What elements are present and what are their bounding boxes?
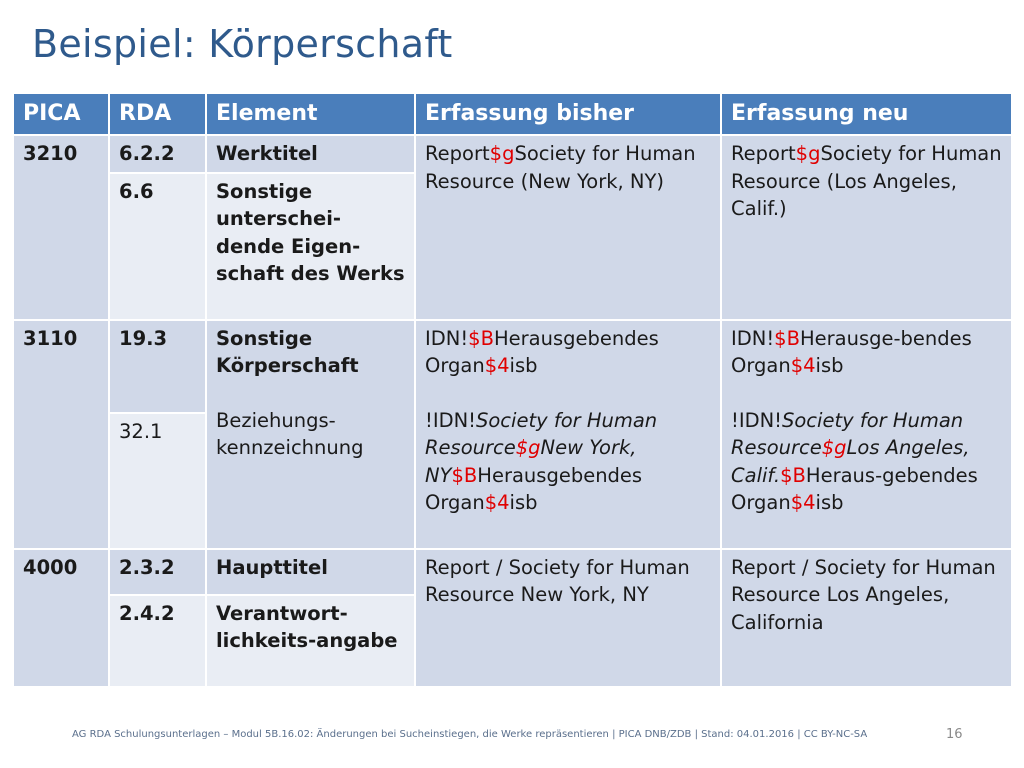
header-element: Element [206, 93, 415, 135]
rda-cell: 19.3 [109, 320, 206, 413]
element-subtext: Beziehungs-kennzeichnung [216, 408, 364, 459]
field-line: !IDN!Society for Human Resource$gLos Angeles, Calif.$BHeraus-gebendes Organ$4isb [731, 408, 978, 514]
table-row [13, 135, 1012, 173]
erfassung-bisher-cell: Report / Society for Human Resource New York, NY [415, 549, 721, 687]
element-text: Sonstige Körperschaft [216, 326, 359, 377]
field-line: !IDN!Society for Human Resource$gNew York, NY$BHerausgebendes Organ$4isb [425, 408, 658, 514]
rda-cell: 6.2.2 [109, 135, 206, 173]
pica-cell: 3210 [13, 135, 109, 320]
element-cell: Haupttitel [206, 549, 415, 595]
page-number: 16 [946, 727, 963, 742]
field-line: IDN!$BHerausge-bendes Organ$4isb [731, 326, 972, 377]
erfassung-bisher-cell: Report$gSociety for Human Resource (New York, NY) [415, 135, 721, 320]
erfassung-neu-cell: Report / Society for Human Resource Los Angeles, California [721, 549, 1012, 687]
comparison-table [12, 92, 1013, 688]
header-erfassung-bisher: Erfassung bisher [415, 93, 721, 135]
erfassung-neu-cell: Report$gSociety for Human Resource (Los Angeles, Calif.) [721, 135, 1012, 320]
rda-cell: 2.3.2 [109, 549, 206, 595]
rda-cell: 6.6 [109, 173, 206, 320]
element-cell: Verantwort-lichkeits-angabe [206, 595, 415, 687]
erfassung-neu-cell [721, 320, 1012, 549]
table-row [13, 549, 1012, 595]
element-cell [206, 320, 415, 549]
element-cell: Werktitel [206, 135, 415, 173]
header-row [13, 93, 1012, 135]
footer-text: AG RDA Schulungsunterlagen – Modul 5B.16.02: Änderungen bei Sucheinstiegen, die Werke repräsentieren | PICA DNB/ZDB | Stand: 04.01.2016 | CC BY-NC-SA [72, 729, 868, 740]
header-erfassung-neu: Erfassung neu [721, 93, 1012, 135]
erfassung-bisher-cell [415, 320, 721, 549]
field-line: IDN!$BHerausgebendes Organ$4isb [425, 326, 659, 377]
table-row [13, 320, 1012, 413]
pica-cell: 4000 [13, 549, 109, 687]
element-cell: Sonstige unterschei-dende Eigen-schaft des Werks [206, 173, 415, 320]
rda-cell: 32.1 [109, 413, 206, 549]
rda-cell: 2.4.2 [109, 595, 206, 687]
slide-title: Beispiel: Körperschaft [32, 22, 453, 66]
header-rda: RDA [109, 93, 206, 135]
pica-cell: 3110 [13, 320, 109, 549]
header-pica: PICA [13, 93, 109, 135]
